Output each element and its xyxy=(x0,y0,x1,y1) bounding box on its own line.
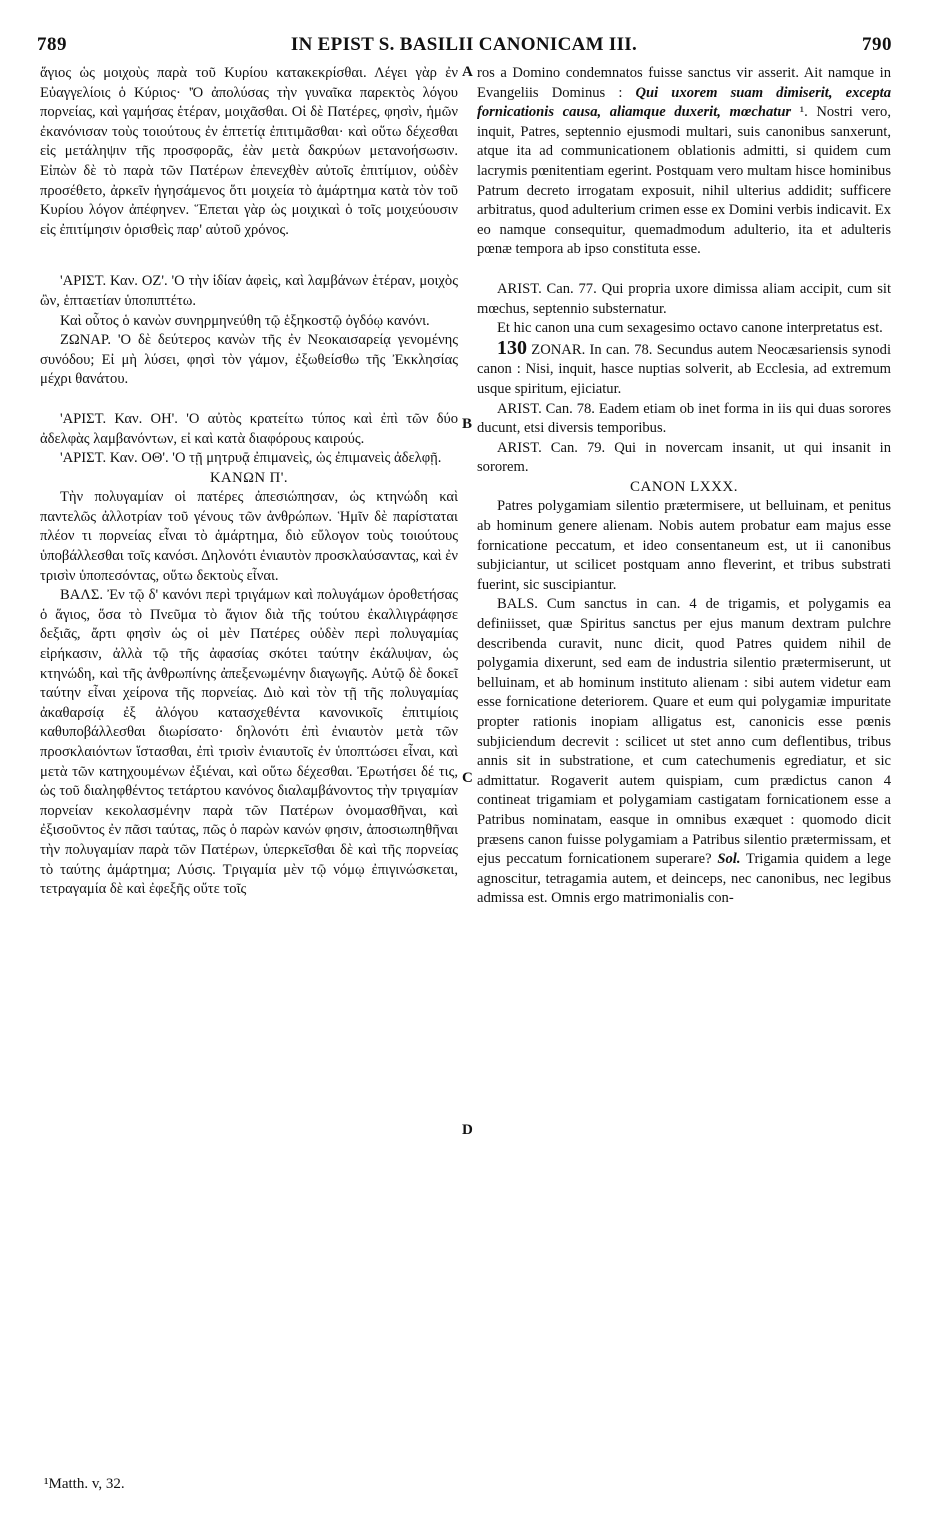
latin-column xyxy=(477,64,891,909)
latin-paragraph-3: Et hic canon una cum sexagesimo octavo canone interpretatus est. xyxy=(497,320,883,337)
greek-arist-78: 'ΑΡΙΣΤ. Καν. ΟΗ'. 'Ο αὐτὸς κρατείτω τύπος καὶ ἐπὶ τῶν δύο ἀδελφὰς λαμβανόντων, εἰ καὶ κατὰ διαφόρους καιρούς. xyxy=(40,410,458,447)
footnote: ¹Matth. v, 32. xyxy=(44,1476,125,1492)
margin-marker-d: D xyxy=(462,1122,473,1138)
latin-bals xyxy=(477,595,891,909)
greek-paragraph-3: Καὶ οὗτος ὁ κανὼν συνηρμηνεύθη τῷ ἑξηκοστῷ ὀγδόῳ κανόνι. xyxy=(60,312,430,329)
margin-marker-b: B xyxy=(462,416,473,432)
latin-p1-end: ¹. Nostri vero, inquit, Patres, septennio ejusmodi multari, suis canonibus sanxerunt, atque ita ad communicationem oblationis admitti, si quidem cum lacrymis pœnitentiam egerint. Postquam vero multam hisce hominibus Patrum decreto irrogatam exposuit, nihil ulterius addidit; sufficere arbitratus, quod adulterium crimen esse ex Domini verbis indicavit. Ex eo namque consequitur, quemadmodum adulterio, ita et adulteris pœnæ tempora ab ipso constituta esse. xyxy=(477,104,891,258)
greek-bals: ΒΑΛΣ. Ἐν τῷ δ' κανόνι περὶ τριγάμων καὶ πολυγάμων ὁροθετήσας ὁ ἅγιος, ὅσα τὸ Πνεῦμα τὸ ἅγιον διὰ τῆς τούτου ἐκαλλιγράφησε δεξιᾶς, ἄρτι φησὶν ὡς οἱ μὲν Πατέρες οὐδὲν περὶ πολυγαμίας εἰρήκασιν, ἀλλὰ τῷ τῆς ἀφασίας σκότει ταύτην ἐκάλυψαν, ὡς κτηνώδη, καὶ τῆς ἀνθρωπίνης ἀπεξενωμένην διαγωγῆς. Αὐτῷ δὲ δοκεῖ ταύτην εἶναι χείρονα τῆς πορνείας. Διὸ καὶ τὸν τῇ τῆς πολυγαμίας ἀκαθαρσίᾳ ἐξ ἀλόγου κατασχεθέντα κανονικοῖς ἐπιτιμίοις καθυποβάλλεσθαι διωρίσατο· δηλονότι ἐπὶ ἐνιαυτὸν μετὰ τῶν προσκλαιόντων ἵστασθαι, ἐπὶ τρισὶν ἐνιαυτοῖς ἐν ὑποπτώσει εἶναι, καὶ μετὰ τῶν κατηχουμένων ἐξιέναι, καὶ οὕτω δέχεσθαι. Ἐρωτήσει δέ τις, ὡς τοῦ διαληφθέντος τετάρτου κανόνος διαλαμβάνοντος τὴν τριγαμίαν πορνείαν κεκολασμένην παρὰ τῶν Πατέρων ὀνομασθῆναι, καὶ ἐξισοῦντος ἐν πᾶσι ταύτας, πῶς ὁ παρὼν κανών φησιν, ἀποσιωπηθῆναι τὴν πολυγαμίαν παρὰ τῶν Πατέρων, ὑπερκεῖσθαι δὲ καὶ τῆς πορνείας τὸ ταύτης ἁμάρτημα; Λύσις. Τριγαμία μὲν τῷ νόμῳ ἐπιγινώσκεται, τετραγαμία δὲ καὶ ἐφεξῆς οὔτε τοῖς xyxy=(40,587,458,898)
column-number: 130 xyxy=(497,336,527,359)
greek-paragraph-1: ἅγιος ὡς μοιχοὺς παρὰ τοῦ Κυρίου κατακεκρίσθαι. Λέγει γὰρ ἐν Εὐαγγελίοις ὁ Κύριος· 'Ὁ ἀπολύσας τὴν γυναῖκα παρεκτὸς λόγου πορνείας, καὶ γαμήσας ἑτέραν, μοιχᾶσθαι. Οἱ δὲ Πατέρες, φησὶν, ἡμῶν ἐκανόνισαν τοὺς τοιούτους ἐν ἑπτετίᾳ ἐπιτιμᾶσθαι· καὶ οὕτω δέχεσθαι εἰς μετάληψιν τῆς προσφορᾶς, ἐὰν μετὰ δακρύων μετανοήσωσιν. Εἰπὼν δὲ τὸ παρὰ τῶν Πατέρων ἐπενεχθὲν αὐτοῖς ἐπιτίμιον, οὐδὲν προσέθετο, ἀρκεῖν ἡγησάμενος ὅτι μοιχεία τὸ ἁμάρτημα κατὰ τὸν τοῦ Κυρίου λόγον ἀπέφηνεν. Ἕπεται γὰρ ὡς μοιχικαὶ ὁ τοῖς μοιχεύουσιν εἰς ἐπιτίμησιν ὁρισθεὶς παρ' αὐτοῦ χρόνος. xyxy=(40,65,458,238)
margin-marker-a: A xyxy=(462,64,473,80)
latin-canon-text: Patres polygamiam silentio prætermisere, ut belluinam, et penitus ab hominum genere alienam. Nobis autem probatur eam majus esse fornicatione peccatum, et ideo consentaneum est, ut ii canonibus subjiciantur, ut scilicet postquam anno fleverint, et tribus substrati fuerint, sic suscipiantur. xyxy=(477,498,891,593)
page-number-right: 790 xyxy=(862,34,892,55)
latin-bals-start: BALS. Cum sanctus in can. 4 de trigamis, et polygamis ea definiisset, quæ Spiritus sanctus per ejus manum dextram pulchre describenda curavit, nunc dicit, quod Patres quidem nihil de polygamia dixerunt, sed eam de industria silentio prætermiserunt, ut belluinam, et ab hominum instituto alienam : sibi autem videtur eam esse fornicatione deteriorem. Quare et eum qui polygamiæ impuritate propter rationis inopiam alligatus est, canonicis esse pœnis subjiciendum decrevit : scilicet ut stet anno cum deflentibus, tribus annis sit in substratione, et cum catechumenis egrediatur, et sic admittatur. Rogaverit autem quispiam, cum prædictus canon 4 contineat trigamiam et polygamiam castigatam fornicationem esse a Patribus nominatam, easque in omnibus exæquet : quomodo dicit præsens canon fuisse polygamiam a Patribus silentio prætermissam, et ejus peccatum fornicationem superare? xyxy=(477,596,891,868)
greek-canon-text: Τὴν πολυγαμίαν οἱ πατέρες ἀπεσιώπησαν, ὡς κτηνώδη καὶ παντελῶς ἀλλοτρίαν τοῦ γένους τῶν ἀνθρώπων. Ἡμῖν δὲ παρίσταται πλέον τι πορνείας εἶναι τὸ ἁμάρτημα, διὸ εὔλογον τοὺς τοιούτους ὑποβάλλεσθαι τοῖς κανόσι. Δηλονότι ἐνιαυτὸν προσκλαύσαντας, καὶ ἐν τρισὶν ὑποπεσόντας, οὕτω δεκτοὺς εἶναι. xyxy=(40,489,458,584)
latin-scripture-quote: Qui uxorem suam dimiserit, excepta fornicationis causa, aliamque duxerit, mœchatur xyxy=(477,84,891,121)
greek-arist-79: 'ΑΡΙΣΤ. Καν. ΟΘ'. 'Ο τῇ μητρυᾷ ἐπιμανεὶς, ὡς ἐπιμανεὶς ἀδελφῇ. xyxy=(60,450,442,467)
latin-paragraph-1 xyxy=(477,64,891,260)
greek-arist-77: 'ΑΡΙΣΤ. Καν. ΟΖ'. 'Ο τὴν ἰδίαν ἀφεὶς, καὶ λαμβάνων ἑτέραν, μοιχὸς ὢν, ἑπταετίαν ὑποπιπτέτω. xyxy=(40,273,458,309)
latin-arist-78: ARIST. Can. 78. Eadem etiam ob inet forma in iis qui duas sorores ducunt, etsi diversis temporibus. xyxy=(477,400,891,437)
latin-sol-label: Sol. xyxy=(717,851,741,868)
latin-zonar-text: ZONAR. In can. 78. Secundus autem Neocæsariensis synodi canon : Nisi, inquit, hasce nuptias solverit, ab Ecclesia, ad extremum usque spiritum, ejiciatur. xyxy=(477,341,891,397)
latin-arist-77: ARIST. Can. 77. Qui propria uxore dimissa aliam accipit, cum sit mœchus, septennio substernatur. xyxy=(477,280,891,317)
latin-p1-start: ros a Domino condemnatos fuisse sanctus vir asserit. Ait namque in Evangeliis Dominus : xyxy=(477,65,891,101)
greek-zonar: ΖΩΝΑΡ. 'Ο δὲ δεύτερος κανὼν τῆς ἐν Νεοκαισαρείᾳ γενομένης συνόδου; Εἰ μὴ λύσει, φησὶ τὸν γάμον, ἐξωθείσθω τῆς Ἐκκλησίας μέχρι θανάτου. xyxy=(40,332,458,388)
latin-arist-79: ARIST. Can. 79. Qui in novercam insanit, ut qui insanit in sororem. xyxy=(477,439,891,476)
latin-canon-heading: CANON LXXX. xyxy=(630,478,738,495)
latin-bals-end: Trigamia quidem a lege agnoscitur, tetragamia autem, et deinceps, nec canonibus, nec legibus admissa est. Omnis ergo matrimonialis con- xyxy=(477,851,891,907)
page-number-left: 789 xyxy=(37,34,67,55)
latin-zonar xyxy=(477,336,891,400)
margin-marker-c: C xyxy=(462,770,473,786)
greek-canon-heading: ΚΑΝΩΝ Π'. xyxy=(210,469,288,486)
running-head: IN EPIST S. BASILII CANONICAM III. xyxy=(290,34,638,55)
greek-column xyxy=(40,64,458,900)
